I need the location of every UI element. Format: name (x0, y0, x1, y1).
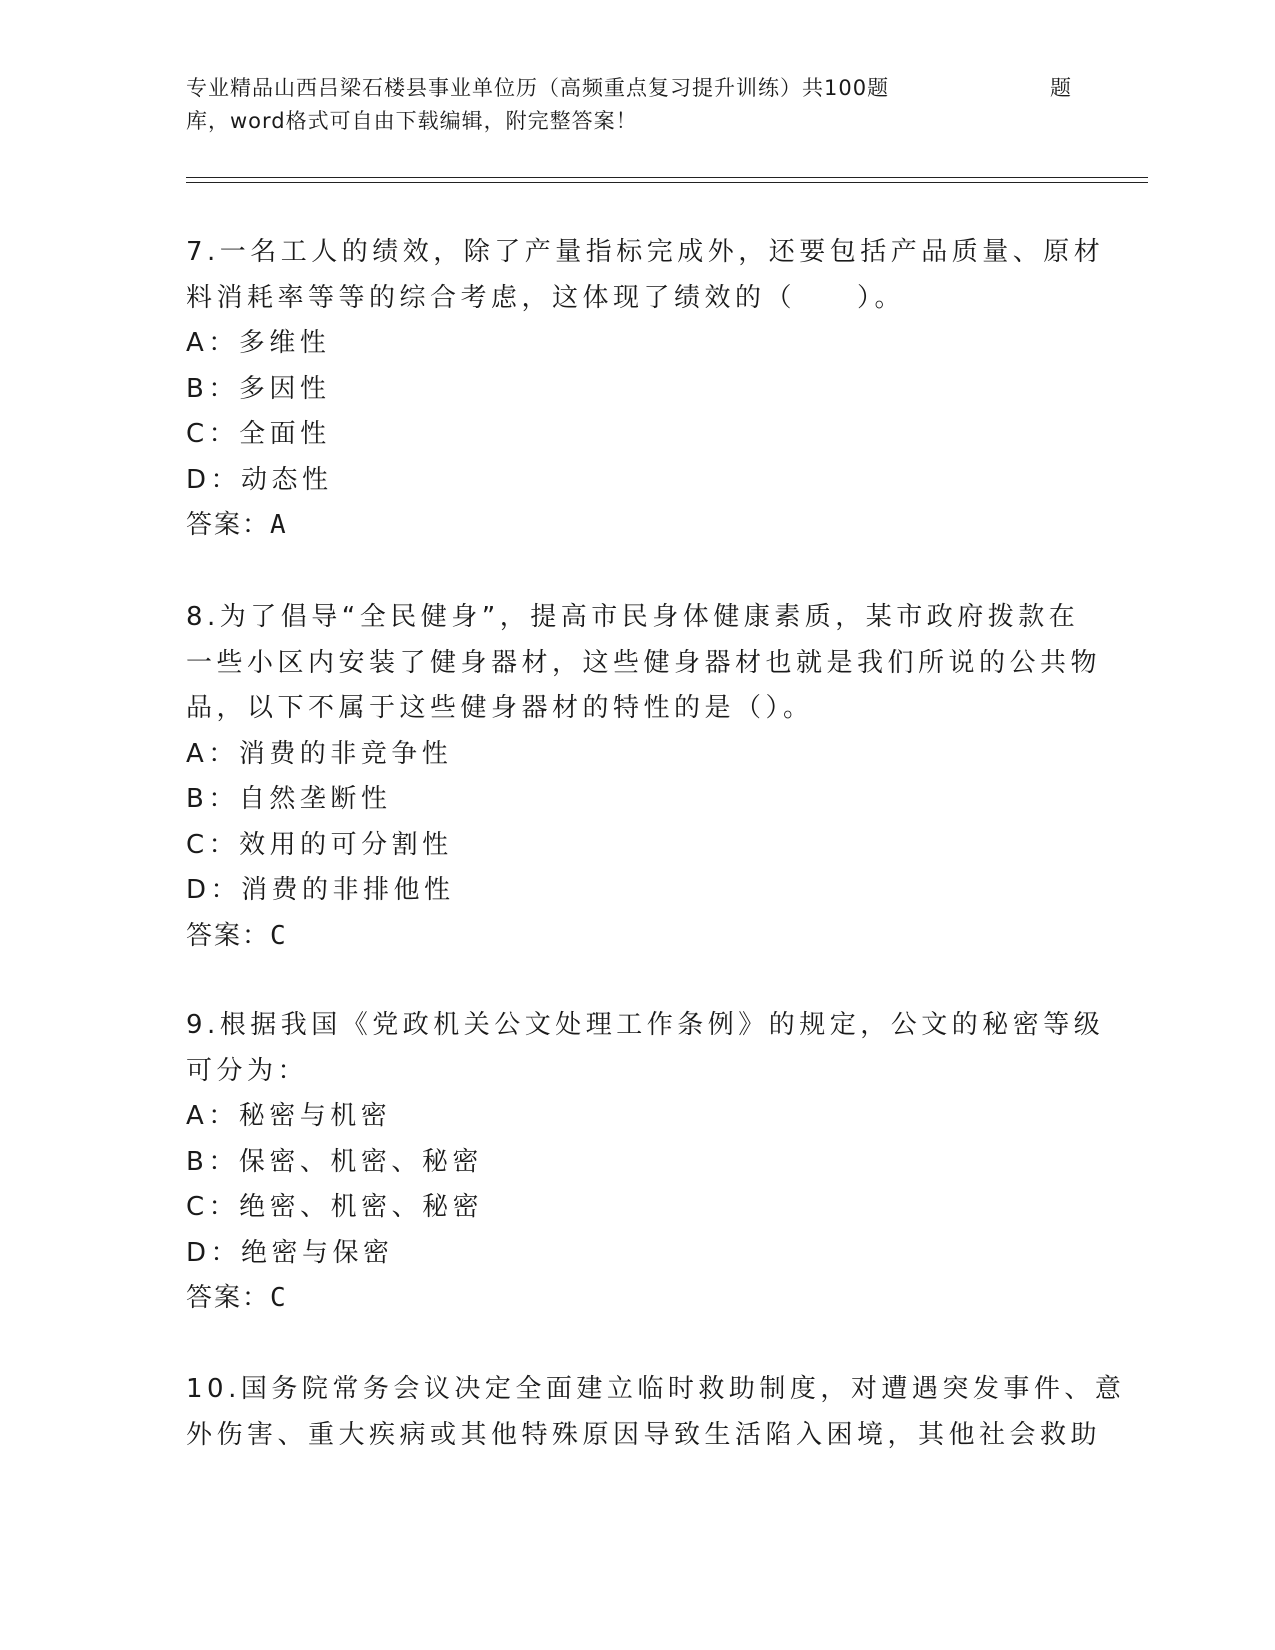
option-c: C：绝密、机密、秘密 (186, 1192, 484, 1222)
option-b: B：多因性 (186, 373, 331, 404)
question-text-line: 9.根据我国《党政机关公文处理工作条例》的规定，公文的秘密等级 (186, 1010, 1105, 1040)
question-9 (186, 1003, 1105, 1322)
document-header (186, 72, 1066, 138)
header-divider-bottom (186, 182, 1148, 183)
option-a: A：多维性 (186, 328, 331, 358)
answer-line (186, 1276, 1066, 1322)
header-title-line-2: 库，word格式可自由下载编辑，附完整答案！ (186, 109, 638, 133)
question-text-line: 可分为： (186, 1055, 309, 1086)
option-d: D：动态性 (186, 464, 333, 495)
option-d: D：消费的非排他性 (186, 875, 455, 905)
option-a: A：秘密与机密 (186, 1101, 392, 1131)
header-title-line-1: 专业精品山西吕梁石楼县事业单位历（高频重点复习提升训练）共100题 (186, 76, 890, 100)
question-text-line: 外伤害、重大疾病或其他特殊原因导致生活陷入困境，其他社会救助 (186, 1419, 1102, 1450)
question-text-line: 料消耗率等等的综合考虑，这体现了绩效的（ ）。 (186, 282, 906, 313)
answer-label: 答案： (186, 920, 271, 951)
answer-label: 答案： (186, 510, 271, 540)
option-d: D：绝密与保密 (186, 1237, 394, 1268)
question-text-line: 品，以下不属于这些健身器材的特性的是（）。 (186, 693, 814, 723)
option-c: C：效用的可分割性 (186, 829, 453, 860)
question-text-line: 10.国务院常务会议决定全面建立临时救助制度，对遭遇突发事件、意 (186, 1374, 1126, 1404)
question-text-line: 8.为了倡导“全民健身”，提高市民身体健康素质，某市政府拨款在 (186, 602, 1080, 632)
answer-line (186, 503, 1066, 549)
option-b: B：自然垄断性 (186, 784, 392, 814)
option-a: A：消费的非竞争性 (186, 738, 453, 769)
answer-line (186, 914, 1066, 960)
question-text-line: 一些小区内安装了健身器材，这些健身器材也就是我们所说的公共物 (186, 647, 1102, 678)
header-divider-top (186, 177, 1148, 178)
answer-value: C (270, 1283, 288, 1313)
option-b: B：保密、机密、秘密 (186, 1146, 483, 1177)
answer-value: C (270, 920, 288, 951)
question-10 (186, 1367, 1126, 1458)
question-text-line: 7.一名工人的绩效，除了产量指标完成外，还要包括产品质量、原材 (186, 237, 1105, 267)
question-8 (186, 595, 1102, 959)
question-7 (186, 230, 1105, 549)
answer-value: A (270, 510, 288, 540)
answer-label: 答案： (186, 1283, 271, 1313)
option-c: C：全面性 (186, 419, 331, 449)
header-title-overflow: 题 (1050, 76, 1071, 100)
